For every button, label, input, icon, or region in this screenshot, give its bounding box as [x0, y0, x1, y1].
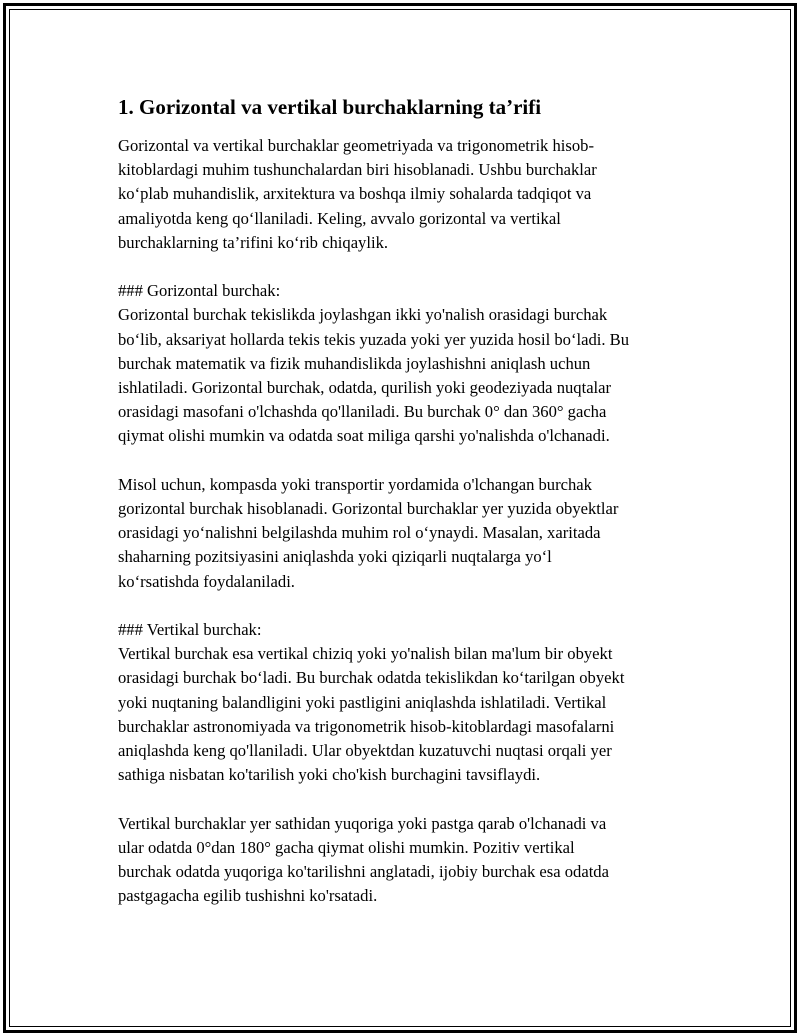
text-line: orasidagi burchak bo‘ladi. Bu burchak odatda tekislikdan ko‘tarilgan obyekt: [118, 668, 625, 688]
text-line: shaharning pozitsiyasini aniqlashda yoki qiziqarli nuqtalarga yo‘l: [118, 547, 552, 567]
text-line: Gorizontal va vertikal burchaklar geometriyada va trigonometrik hisob-: [118, 136, 594, 155]
text-line: ko‘rsatishda foydalaniladi.: [118, 571, 295, 591]
text-line: qiymat olishi mumkin va odatda soat miliga qarshi yo'nalishda o'lchanadi.: [118, 426, 610, 446]
text-line: kitoblardagi muhim tushunchalardan biri hisoblanadi. Ushbu burchaklar: [118, 160, 597, 180]
text-line: Misol uchun, kompasda yoki transportir yordamida o'lchangan burchak: [118, 474, 592, 494]
text-line: aniqlashda keng qo'llaniladi. Ular obyektdan kuzatuvchi nuqtasi orqali yer: [118, 741, 612, 761]
text-line: orasidagi yo‘nalishni belgilashda muhim rol o‘ynaydi. Masalan, xaritada: [118, 523, 601, 543]
text-line: Gorizontal burchak tekislikda joylashgan ikki yo'nalish orasidagi burchak: [118, 305, 608, 325]
text-line: pastgagacha egilib tushishni ko'rsatadi.: [118, 886, 378, 906]
paragraph-vertical-definition: [118, 618, 698, 787]
text-line: burchak matematik va fizik muhandislikda joylashishni aniqlash uchun: [118, 353, 591, 373]
subheading-vertical: ### Vertikal burchak:: [118, 620, 262, 640]
text-line: sathiga nisbatan ko'tarilish yoki cho'kish burchagini tavsiflaydi.: [118, 765, 541, 785]
subheading-horizontal: ### Gorizontal burchak:: [118, 281, 281, 301]
text-line: Vertikal burchak esa vertikal chiziq yoki yo'nalish bilan ma'lum bir obyekt: [118, 644, 613, 664]
paragraph-intro: [118, 134, 698, 255]
text-line: ular odatda 0°dan 180° gacha qiymat olishi mumkin. Pozitiv vertikal: [118, 837, 575, 857]
paragraph-vertical-range: [118, 812, 698, 909]
text-line: gorizontal burchak hisoblanadi. Gorizontal burchaklar yer yuzida obyektlar: [118, 499, 619, 519]
paragraph-horizontal-example: [118, 473, 698, 594]
text-line: ko‘plab muhandislik, arxitektura va boshqa ilmiy sohalarda tadqiqot va: [118, 184, 592, 204]
text-line: burchaklarning ta’rifini ko‘rib chiqaylik.: [118, 232, 389, 252]
text-line: ishlatiladi. Gorizontal burchak, odatda, qurilish yoki geodeziyada nuqtalar: [118, 378, 612, 398]
text-line: orasidagi masofani o'lchashda qo'llaniladi. Bu burchak 0° dan 360° gacha: [118, 402, 607, 422]
text-line: burchaklar astronomiyada va trigonometrik hisob-kitoblardagi masofalarni: [118, 716, 615, 736]
text-line: yoki nuqtaning balandligini yoki pastligini aniqlashda ishlatiladi. Vertikal: [118, 692, 607, 712]
section-heading: 1. Gorizontal va vertikal burchaklarning ta’rifi: [118, 95, 542, 119]
text-line: amaliyotda keng qo‘llaniladi. Keling, avvalo gorizontal va vertikal: [118, 208, 561, 228]
text-line: burchak odatda yuqoriga ko'tarilishni anglatadi, ijobiy burchak esa odatda: [118, 862, 609, 882]
document-body: [118, 94, 698, 933]
text-line: bo‘lib, aksariyat hollarda tekis tekis yuzada yoki yer yuzida hosil bo‘ladi. Bu: [118, 329, 630, 349]
paragraph-horizontal-definition: [118, 279, 698, 448]
text-line: Vertikal burchaklar yer sathidan yuqoriga yoki pastga qarab o'lchanadi va: [118, 813, 607, 833]
